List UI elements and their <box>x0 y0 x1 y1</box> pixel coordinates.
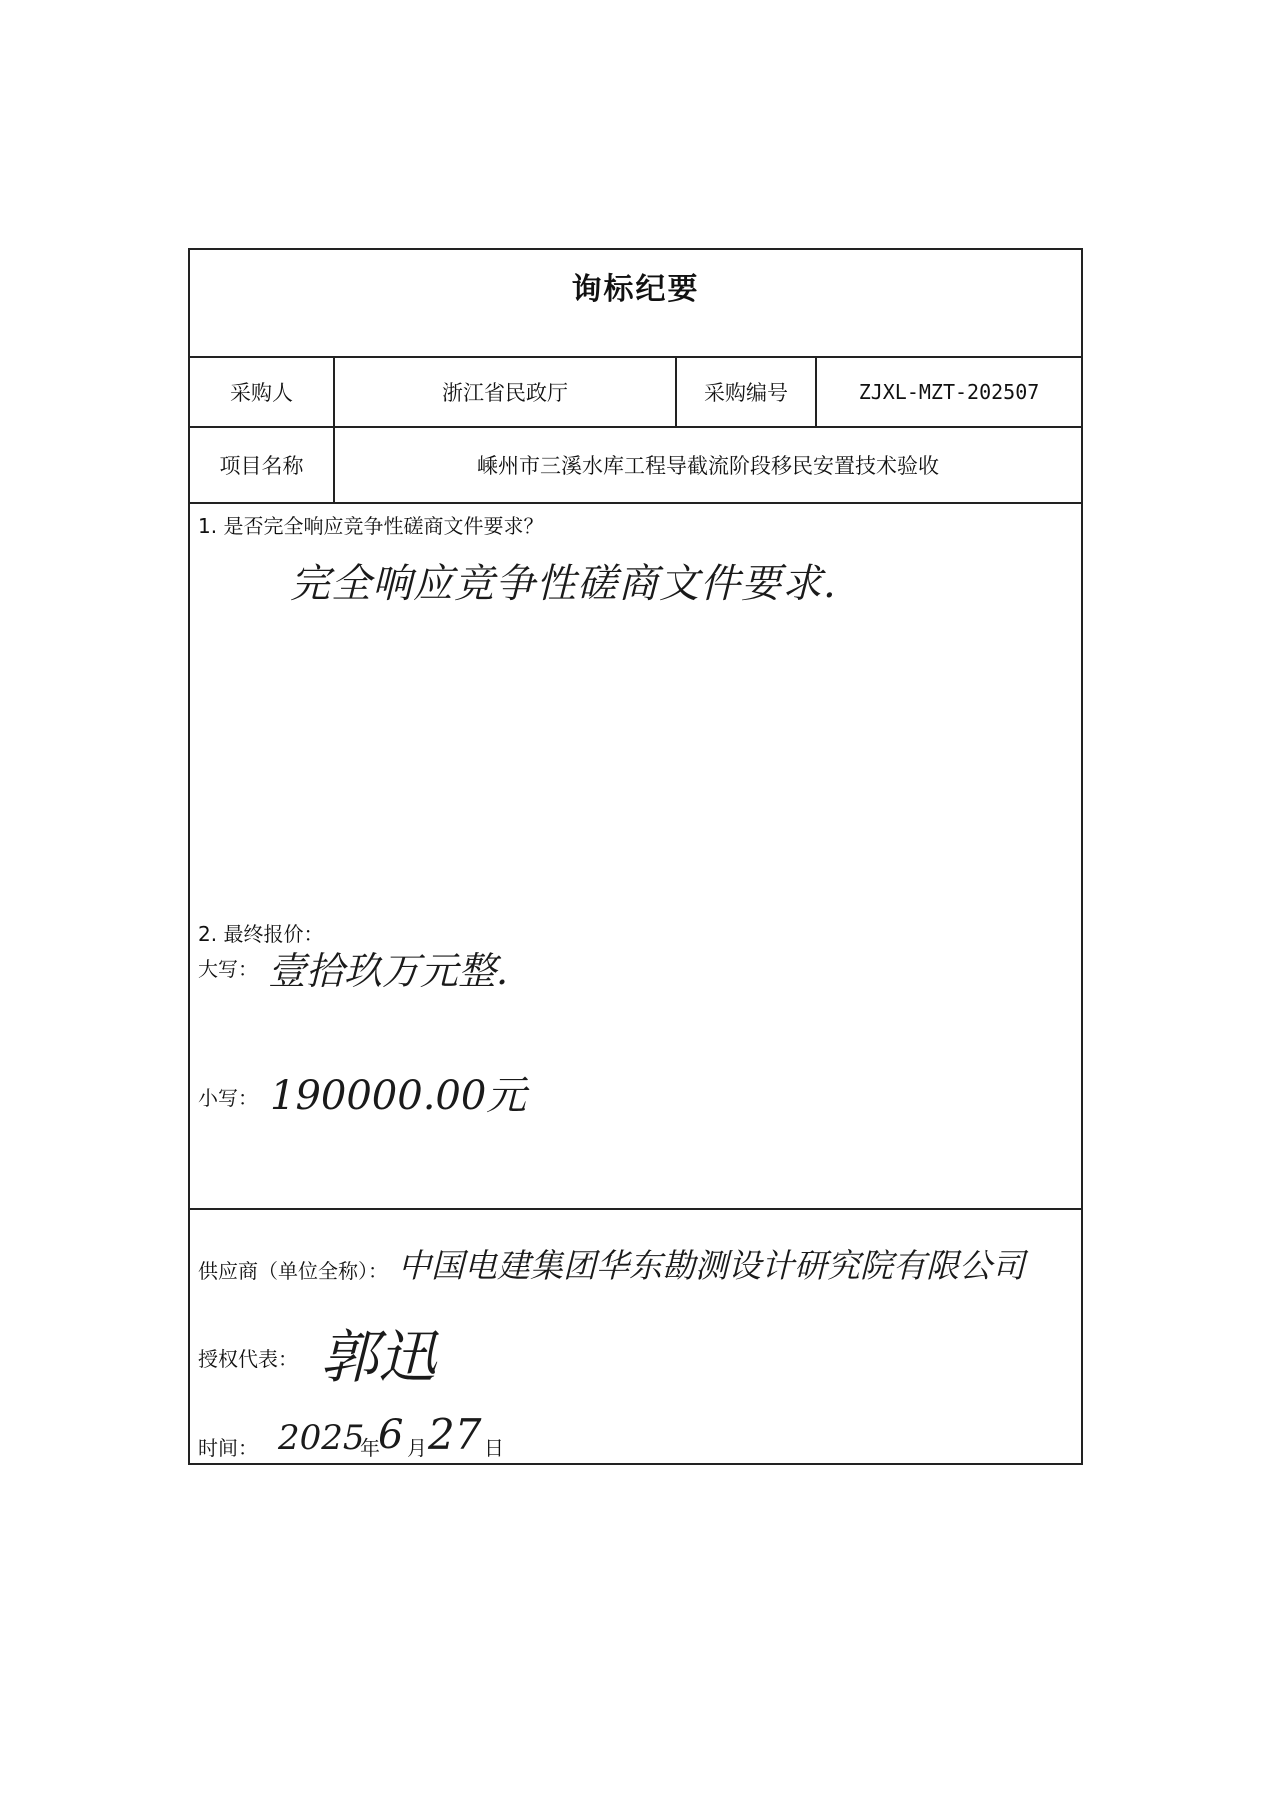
supplier-label: 供应商（单位全称）： <box>198 1259 388 1283</box>
date-day-handwritten: 27 <box>428 1410 482 1459</box>
date-label: 时间： <box>198 1436 258 1460</box>
date-year-unit: 年 <box>360 1436 380 1460</box>
q2-label: 2. 最终报价： <box>198 922 324 946</box>
representative-label: 授权代表： <box>198 1347 298 1371</box>
date-day-unit: 日 <box>484 1436 504 1460</box>
purchaser-value: 浙江省民政厅 <box>335 358 677 426</box>
date-month-handwritten: 6 <box>378 1412 404 1458</box>
form-title: 询标纪要 <box>571 272 700 307</box>
project-value: 嵊州市三溪水库工程导截流阶段移民安置技术验收 <box>477 454 939 478</box>
project-row <box>190 428 1081 504</box>
date-year-handwritten: 2025 <box>278 1418 365 1458</box>
representative-signature: 郭迅 <box>320 1323 437 1391</box>
lower-amount-label: 小写： <box>198 1086 258 1110</box>
q1-handwritten-answer: 完全响应竞争性磋商文件要求. <box>290 561 837 607</box>
purchaser-row <box>190 358 1081 428</box>
supplier-section-divider <box>190 1208 1081 1210</box>
lower-amount-handwritten: 190000.00元 <box>270 1073 527 1119</box>
procurement-no-label: 采购编号 <box>677 358 817 426</box>
purchaser-label: 采购人 <box>190 358 335 426</box>
procurement-no-value: ZJXL-MZT-202507 <box>858 380 1040 404</box>
upper-amount-handwritten: 壹拾玖万元整. <box>268 949 509 993</box>
upper-amount-label: 大写： <box>198 957 258 981</box>
title-row <box>190 250 1081 358</box>
project-label: 项目名称 <box>190 428 335 502</box>
date-month-unit: 月 <box>407 1436 427 1460</box>
supplier-handwritten: 中国电建集团华东勘测设计研究院有限公司 <box>398 1246 1025 1285</box>
inquiry-summary-form <box>188 248 1083 1465</box>
q1-label: 1. 是否完全响应竞争性磋商文件要求？ <box>198 514 544 538</box>
